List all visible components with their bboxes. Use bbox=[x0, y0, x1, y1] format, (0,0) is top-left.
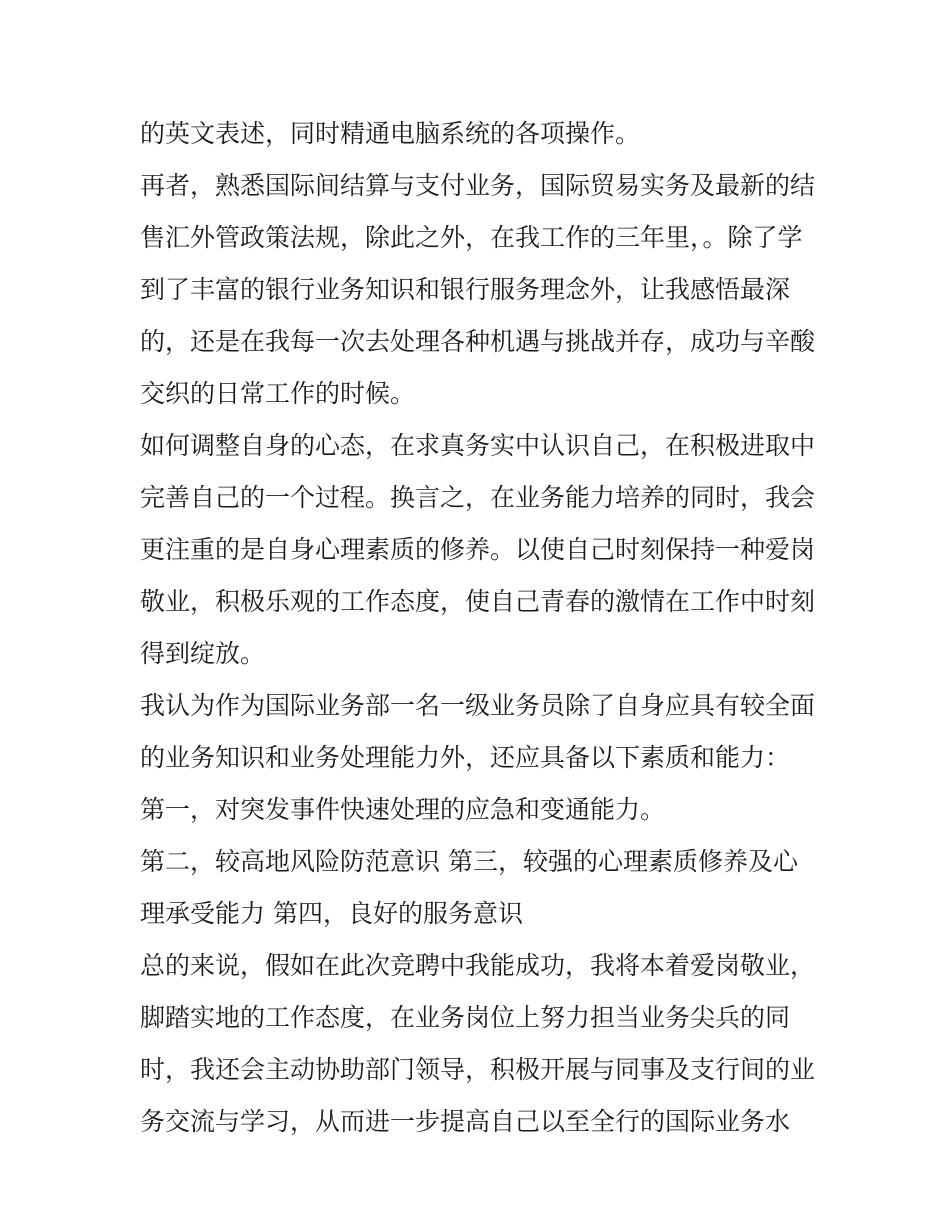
text-line: 时，我还会主动协助部门领导，积极开展与同事及支行间的业 bbox=[140, 1055, 816, 1084]
text-line: 的业务知识和业务处理能力外，还应具备以下素质和能力： bbox=[140, 743, 791, 772]
text-line: 的，还是在我每一次去处理各种机遇与挑战并存，成功与辛酸 bbox=[140, 327, 816, 356]
text-line: 我认为作为国际业务部一名一级业务员除了自身应具有较全面 bbox=[140, 691, 816, 720]
text-line: 的英文表述，同时精通电脑系统的各项操作。 bbox=[140, 119, 641, 148]
text-line: 如何调整自身的心态，在求真务实中认识自己，在积极进取中 bbox=[140, 431, 816, 460]
text-line: 理承受能力 第四，良好的服务意识 bbox=[140, 899, 523, 928]
text-line: 更注重的是自身心理素质的修养。以使自己时刻保持一种爱岗 bbox=[140, 535, 816, 564]
text-line: 再者，熟悉国际间结算与支付业务，国际贸易实务及最新的结 bbox=[140, 171, 816, 200]
text-line: 到了丰富的银行业务知识和银行服务理念外，让我感悟最深 bbox=[140, 275, 791, 304]
text-line: 第一，对突发事件快速处理的应急和变通能力。 bbox=[140, 795, 666, 824]
text-line: 售汇外管政策法规，除此之外，在我工作的三年里，。除了学 bbox=[140, 223, 803, 252]
text-line: 总的来说，假如在此次竞聘中我能成功，我将本着爱岗敬业， bbox=[140, 951, 816, 980]
text-line: 第二，较高地风险防范意识 第三，较强的心理素质修养及心 bbox=[140, 847, 798, 876]
text-line: 敬业，积极乐观的工作态度，使自己青春的激情在工作中时刻 bbox=[140, 587, 816, 616]
body-text bbox=[140, 108, 830, 1148]
text-line: 得到绽放。 bbox=[140, 639, 266, 668]
text-line: 交织的日常工作的时候。 bbox=[140, 379, 416, 408]
text-line: 脚踏实地的工作态度，在业务岗位上努力担当业务尖兵的同 bbox=[140, 1003, 791, 1032]
text-line: 务交流与学习，从而进一步提高自己以至全行的国际业务水 bbox=[140, 1107, 791, 1136]
text-line: 完善自己的一个过程。换言之，在业务能力培养的同时，我会 bbox=[140, 483, 816, 512]
